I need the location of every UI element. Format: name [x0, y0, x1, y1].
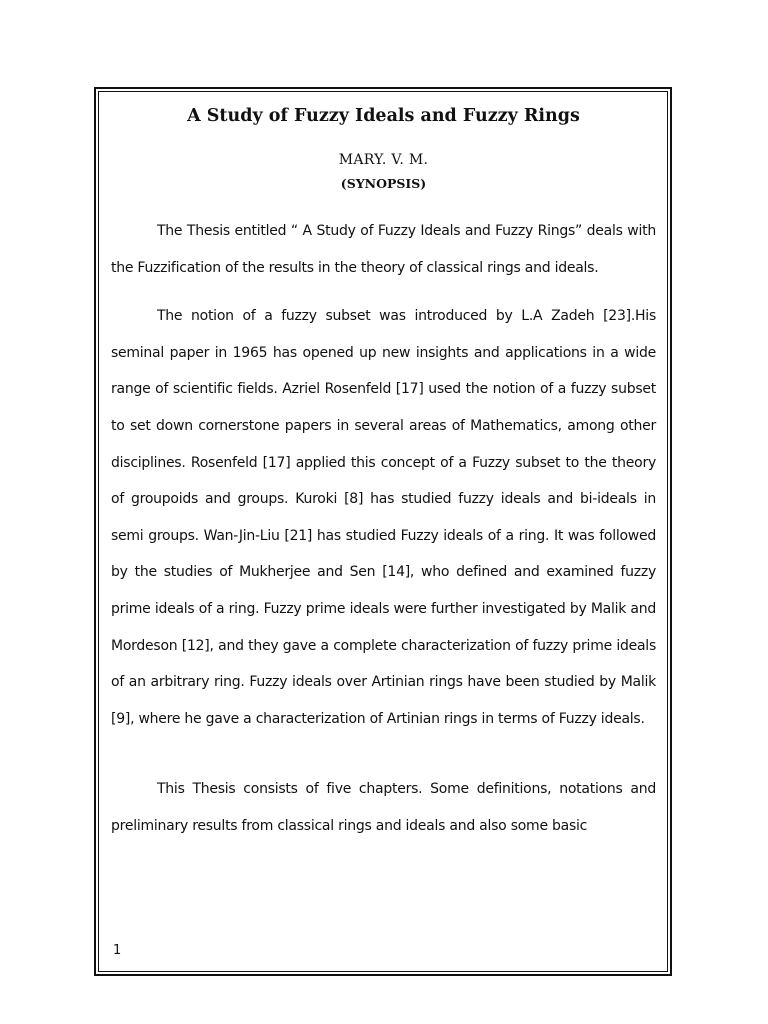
- document-subtitle: (SYNOPSIS): [340, 176, 427, 191]
- document-title: A Study of Fuzzy Ideals and Fuzzy Rings: [187, 106, 580, 126]
- paragraph-background: The notion of a fuzzy subset was introduced by L.A Zadeh [23].His seminal paper in 1965 has opened up new insights and applications in a wide range of scientific fields. Azriel Rosenfeld [17] used the notion of a fuzzy subset to set down cornerstone papers in several areas of Mathematics, among other disciplines. Rosenfeld [17] applied this concept of a Fuzzy subset to the theory of groupoids and groups. Kuroki [8] has studied fuzzy ideals and bi-ideals in semi groups. Wan-Jin-Liu [21] has studied Fuzzy ideals of a ring. It was followed by the studies of Mukherjee and Sen [14], who defined and examined fuzzy prime ideals of a ring. Fuzzy prime ideals were further investigated by Malik and Mordeson [12], and they gave a complete characterization of fuzzy prime ideals of an arbitrary ring. Fuzzy ideals over Artinian rings have been studied by Malik [9], where he gave a characterization of Artinian rings in terms of Fuzzy ideals.: [111, 308, 656, 727]
- paragraph-chapters: This Thesis consists of five chapters. Some definitions, notations and preliminary results from classical rings and ideals and also some basic: [111, 781, 656, 834]
- document-author: MARY. V. M.: [338, 152, 429, 168]
- page-number: 1: [113, 943, 122, 958]
- paragraph-intro: The Thesis entitled “ A Study of Fuzzy Ideals and Fuzzy Rings” deals with the Fuzzification of the results in the theory of classical rings and ideals.: [111, 223, 656, 276]
- document-page: [111, 100, 656, 845]
